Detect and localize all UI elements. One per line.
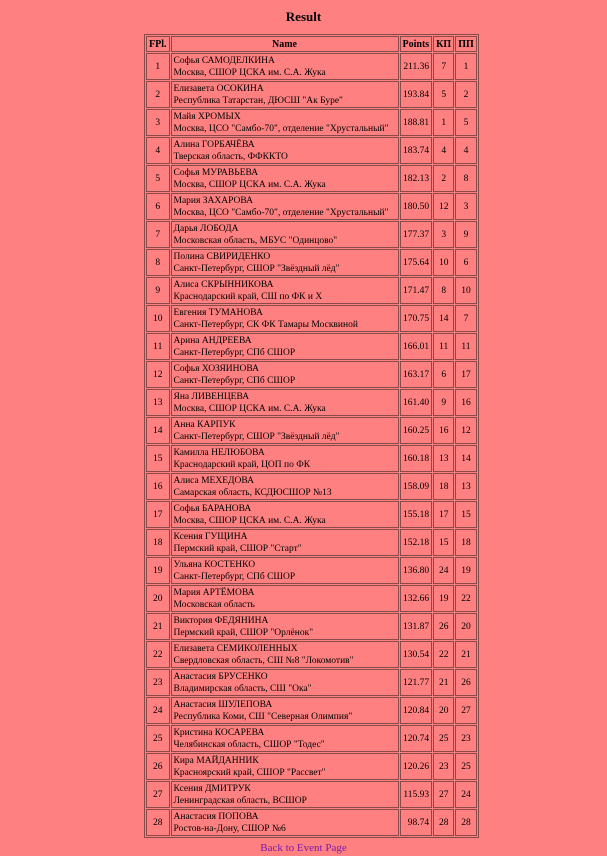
pp-cell: 3 [455, 193, 477, 220]
kp-cell: 14 [433, 305, 454, 332]
name-cell [171, 753, 399, 780]
skater-name: Софья САМОДЕЛКИНА [173, 55, 275, 66]
pp-cell: 12 [455, 417, 477, 444]
skater-name: Полина СВИРИДЕНКО [173, 251, 271, 262]
name-cell [171, 137, 399, 164]
skater-club: Москва, ЦСО "Самбо-70", отделение "Хрустальный" [173, 123, 389, 134]
name-cell [171, 697, 399, 724]
place-cell: 22 [146, 641, 170, 668]
kp-cell: 11 [433, 333, 454, 360]
header-points: Points [400, 36, 433, 52]
name-cell [171, 305, 399, 332]
points-cell: 155.18 [400, 501, 433, 528]
points-cell: 130.54 [400, 641, 433, 668]
table-row [146, 473, 477, 500]
pp-cell: 20 [455, 613, 477, 640]
points-cell: 175.64 [400, 249, 433, 276]
name-cell [171, 53, 399, 80]
kp-cell: 22 [433, 641, 454, 668]
pp-cell: 17 [455, 361, 477, 388]
pp-cell: 10 [455, 277, 477, 304]
place-cell: 19 [146, 557, 170, 584]
pp-cell: 6 [455, 249, 477, 276]
table-row [146, 389, 477, 416]
name-cell [171, 277, 399, 304]
points-cell: 120.84 [400, 697, 433, 724]
name-cell [171, 613, 399, 640]
pp-cell: 22 [455, 585, 477, 612]
points-cell: 115.93 [400, 781, 433, 808]
kp-cell: 23 [433, 753, 454, 780]
place-cell: 28 [146, 809, 170, 836]
skater-name: Ксения ГУЩИНА [173, 531, 248, 542]
place-cell: 7 [146, 221, 170, 248]
kp-cell: 16 [433, 417, 454, 444]
kp-cell: 8 [433, 277, 454, 304]
place-cell: 6 [146, 193, 170, 220]
table-row [146, 781, 477, 808]
name-cell [171, 669, 399, 696]
points-cell: 170.75 [400, 305, 433, 332]
kp-cell: 21 [433, 669, 454, 696]
place-cell: 9 [146, 277, 170, 304]
skater-club: Свердловская область, СШ №8 "Локомотив" [173, 655, 354, 666]
name-cell [171, 725, 399, 752]
kp-cell: 7 [433, 53, 454, 80]
skater-club: Владимирская область, СШ "Ока" [173, 683, 312, 694]
kp-cell: 25 [433, 725, 454, 752]
kp-cell: 12 [433, 193, 454, 220]
skater-name: Анастасия ШУЛЕПОВА [173, 699, 273, 710]
skater-name: Алина ГОРБАЧЁВА [173, 139, 255, 150]
table-row [146, 445, 477, 472]
name-cell [171, 109, 399, 136]
points-cell: 183.74 [400, 137, 433, 164]
skater-club: Санкт-Петербург, СК ФК Тамары Москвиной [173, 319, 358, 330]
table-row [146, 585, 477, 612]
skater-name: Мария ЗАХАРОВА [173, 195, 253, 206]
skater-name: Софья ХОЗЯИНОВА [173, 363, 259, 374]
kp-cell: 24 [433, 557, 454, 584]
place-cell: 2 [146, 81, 170, 108]
pp-cell: 2 [455, 81, 477, 108]
place-cell: 17 [146, 501, 170, 528]
place-cell: 23 [146, 669, 170, 696]
points-cell: 121.77 [400, 669, 433, 696]
name-cell [171, 165, 399, 192]
skater-name: Алиса СКРЫННИКОВА [173, 279, 274, 290]
kp-cell: 4 [433, 137, 454, 164]
name-cell [171, 81, 399, 108]
pp-cell: 23 [455, 725, 477, 752]
points-cell: 163.17 [400, 361, 433, 388]
place-cell: 26 [146, 753, 170, 780]
skater-name: Софья МУРАВЬЕВА [173, 167, 259, 178]
skater-name: Анастасия БРУСЕНКО [173, 671, 268, 682]
points-cell: 131.87 [400, 613, 433, 640]
place-cell: 14 [146, 417, 170, 444]
kp-cell: 15 [433, 529, 454, 556]
skater-name: Арина АНДРЕЕВА [173, 335, 252, 346]
name-cell [171, 529, 399, 556]
table-row [146, 809, 477, 836]
skater-club: Ростов-на-Дону, СШОР №6 [173, 823, 286, 834]
pp-cell: 26 [455, 669, 477, 696]
points-cell: 177.37 [400, 221, 433, 248]
table-row [146, 613, 477, 640]
skater-name: Анастасия ПОПОВА [173, 811, 259, 822]
pp-cell: 11 [455, 333, 477, 360]
place-cell: 15 [146, 445, 170, 472]
skater-club: Краснодарский край, СШ по ФК и Х [173, 291, 323, 302]
pp-cell: 14 [455, 445, 477, 472]
table-row [146, 361, 477, 388]
skater-club: Москва, СШОР ЦСКА им. С.А. Жука [173, 67, 326, 78]
kp-cell: 13 [433, 445, 454, 472]
name-cell [171, 193, 399, 220]
header-place: FPl. [146, 36, 170, 52]
pp-cell: 9 [455, 221, 477, 248]
table-row [146, 417, 477, 444]
points-cell: 136.80 [400, 557, 433, 584]
results-table [144, 34, 479, 838]
points-cell: 120.74 [400, 725, 433, 752]
place-cell: 24 [146, 697, 170, 724]
place-cell: 16 [146, 473, 170, 500]
place-cell: 5 [146, 165, 170, 192]
skater-club: Москва, СШОР ЦСКА им. С.А. Жука [173, 403, 326, 414]
place-cell: 18 [146, 529, 170, 556]
skater-club: Тверская область, ФФККТО [173, 151, 288, 162]
skater-name: Яна ЛИВЕНЦЕВА [173, 391, 250, 402]
place-cell: 4 [146, 137, 170, 164]
table-row [146, 501, 477, 528]
kp-cell: 5 [433, 81, 454, 108]
points-cell: 180.50 [400, 193, 433, 220]
table-row [146, 725, 477, 752]
place-cell: 10 [146, 305, 170, 332]
name-cell [171, 501, 399, 528]
header-name: Name [171, 36, 399, 52]
name-cell [171, 249, 399, 276]
kp-cell: 17 [433, 501, 454, 528]
kp-cell: 9 [433, 389, 454, 416]
kp-cell: 26 [433, 613, 454, 640]
skater-club: Республика Татарстан, ДЮСШ "Ак Буре" [173, 95, 343, 106]
place-cell: 8 [146, 249, 170, 276]
table-row [146, 333, 477, 360]
points-cell: 188.81 [400, 109, 433, 136]
points-cell: 158.09 [400, 473, 433, 500]
skater-club: Республика Коми, СШ "Северная Олимпия" [173, 711, 353, 722]
kp-cell: 6 [433, 361, 454, 388]
skater-club: Пермский край, СШОР "Орлёнок" [173, 627, 314, 638]
table-row [146, 529, 477, 556]
kp-cell: 19 [433, 585, 454, 612]
skater-club: Московская область, МБУС "Одинцово" [173, 235, 338, 246]
name-cell [171, 781, 399, 808]
skater-name: Майя ХРОМЫХ [173, 111, 241, 122]
points-cell: 211.36 [400, 53, 433, 80]
pp-cell: 24 [455, 781, 477, 808]
place-cell: 11 [146, 333, 170, 360]
kp-cell: 1 [433, 109, 454, 136]
name-cell [171, 333, 399, 360]
place-cell: 13 [146, 389, 170, 416]
skater-club: Московская область [173, 599, 255, 610]
table-row [146, 221, 477, 248]
points-cell: 182.13 [400, 165, 433, 192]
table-row [146, 641, 477, 668]
name-cell [171, 641, 399, 668]
table-row [146, 305, 477, 332]
skater-club: Санкт-Петербург, СШОР "Звёздный лёд" [173, 431, 340, 442]
place-cell: 3 [146, 109, 170, 136]
pp-cell: 18 [455, 529, 477, 556]
name-cell [171, 221, 399, 248]
table-row [146, 193, 477, 220]
points-cell: 193.84 [400, 81, 433, 108]
skater-name: Ульяна КОСТЕНКО [173, 559, 256, 570]
skater-club: Самарская область, КСДЮСШОР №13 [173, 487, 332, 498]
name-cell [171, 389, 399, 416]
skater-name: Анна КАРПУК [173, 419, 236, 430]
pp-cell: 21 [455, 641, 477, 668]
pp-cell: 5 [455, 109, 477, 136]
skater-club: Пермский край, СШОР "Старт" [173, 543, 302, 554]
skater-club: Санкт-Петербург, СПб СШОР [173, 375, 296, 386]
name-cell [171, 557, 399, 584]
kp-cell: 20 [433, 697, 454, 724]
points-cell: 166.01 [400, 333, 433, 360]
skater-name: Камилла НЕЛЮБОВА [173, 447, 265, 458]
skater-name: Кира МАЙДАННИК [173, 755, 259, 766]
name-cell [171, 809, 399, 836]
skater-club: Москва, ЦСО "Самбо-70", отделение "Хрустальный" [173, 207, 389, 218]
pp-cell: 15 [455, 501, 477, 528]
skater-club: Краснодарский край, ЦОП по ФК [173, 459, 311, 470]
skater-club: Санкт-Петербург, СШОР "Звёздный лёд" [173, 263, 340, 274]
pp-cell: 28 [455, 809, 477, 836]
pp-cell: 4 [455, 137, 477, 164]
kp-cell: 10 [433, 249, 454, 276]
table-row [146, 697, 477, 724]
table-row [146, 53, 477, 80]
table-row [146, 669, 477, 696]
header-pp: ПП [455, 36, 477, 52]
skater-club: Москва, СШОР ЦСКА им. С.А. Жука [173, 515, 326, 526]
table-row [146, 109, 477, 136]
skater-name: Елизавета ОСОКИНА [173, 83, 264, 94]
name-cell [171, 473, 399, 500]
skater-name: Мария АРТЁМОВА [173, 587, 255, 598]
skater-name: Ксения ДМИТРУК [173, 783, 251, 794]
skater-name: Софья БАРАНОВА [173, 503, 252, 514]
skater-club: Ленинградская область, ВСШОР [173, 795, 307, 806]
skater-name: Дарья ЛОБОДА [173, 223, 239, 234]
points-cell: 132.66 [400, 585, 433, 612]
name-cell [171, 585, 399, 612]
skater-club: Санкт-Петербург, СПб СШОР [173, 347, 296, 358]
header-row [146, 36, 477, 52]
pp-cell: 7 [455, 305, 477, 332]
points-cell: 152.18 [400, 529, 433, 556]
place-cell: 12 [146, 361, 170, 388]
pp-cell: 16 [455, 389, 477, 416]
place-cell: 1 [146, 53, 170, 80]
points-cell: 161.40 [400, 389, 433, 416]
table-row [146, 249, 477, 276]
name-cell [171, 361, 399, 388]
skater-club: Москва, СШОР ЦСКА им. С.А. Жука [173, 179, 326, 190]
header-kp: КП [433, 36, 454, 52]
table-row [146, 81, 477, 108]
points-cell: 160.25 [400, 417, 433, 444]
skater-name: Виктория ФЕДЯНИНА [173, 615, 269, 626]
place-cell: 20 [146, 585, 170, 612]
skater-club: Санкт-Петербург, СПб СШОР [173, 571, 296, 582]
skater-club: Челябинская область, СШОР "Тодес" [173, 739, 325, 750]
skater-club: Красноярский край, СШОР "Рассвет" [173, 767, 326, 778]
kp-cell: 27 [433, 781, 454, 808]
pp-cell: 13 [455, 473, 477, 500]
kp-cell: 2 [433, 165, 454, 192]
points-cell: 171.47 [400, 277, 433, 304]
pp-cell: 19 [455, 557, 477, 584]
back-to-event-link[interactable]: Back to Event Page [260, 842, 347, 854]
place-cell: 21 [146, 613, 170, 640]
table-row [146, 753, 477, 780]
pp-cell: 1 [455, 53, 477, 80]
skater-name: Алиса МЕХЕДОВА [173, 475, 254, 486]
points-cell: 98.74 [400, 809, 433, 836]
pp-cell: 25 [455, 753, 477, 780]
points-cell: 120.26 [400, 753, 433, 780]
skater-name: Елизавета СЕМИКОЛЕННЫХ [173, 643, 298, 654]
page-title: Result [285, 9, 322, 24]
kp-cell: 3 [433, 221, 454, 248]
kp-cell: 28 [433, 809, 454, 836]
pp-cell: 27 [455, 697, 477, 724]
skater-name: Евгения ТУМАНОВА [173, 307, 263, 318]
skater-name: Кристина КОСАРЕВА [173, 727, 265, 738]
table-row [146, 137, 477, 164]
table-row [146, 557, 477, 584]
points-cell: 160.18 [400, 445, 433, 472]
pp-cell: 8 [455, 165, 477, 192]
name-cell [171, 445, 399, 472]
table-row [146, 277, 477, 304]
table-row [146, 165, 477, 192]
kp-cell: 18 [433, 473, 454, 500]
place-cell: 27 [146, 781, 170, 808]
name-cell [171, 417, 399, 444]
place-cell: 25 [146, 725, 170, 752]
